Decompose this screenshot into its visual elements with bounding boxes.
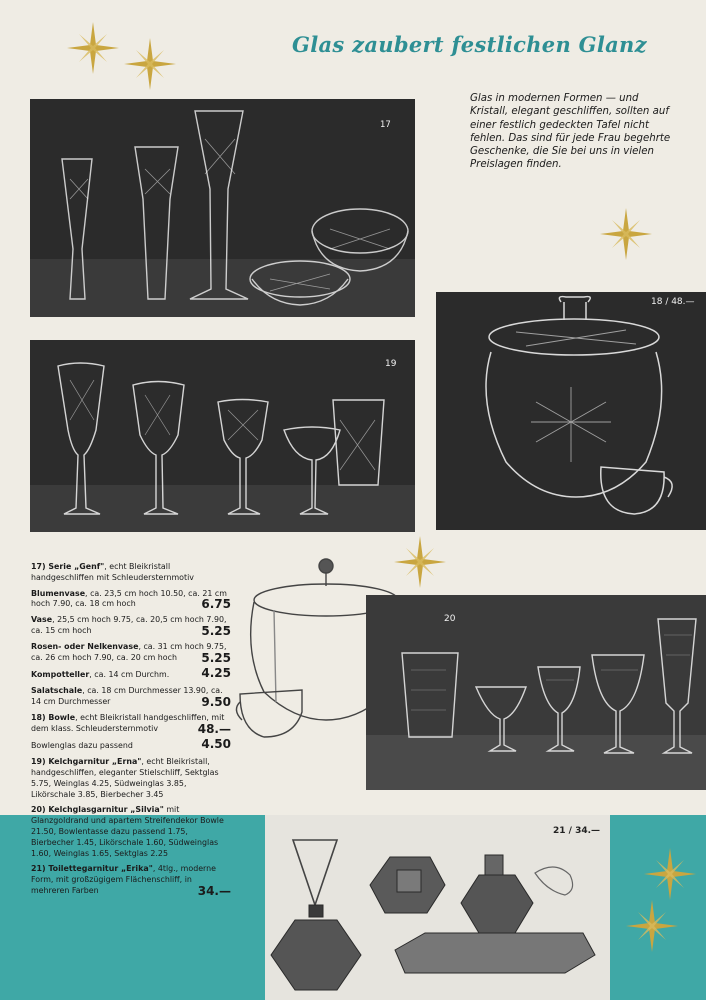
product-specs [31,562,231,902]
star-ornament-icon [642,846,698,902]
price: 9.50 [201,694,231,709]
photo-20-silvia-glasses [366,595,706,790]
price: 5.25 [201,623,231,638]
price: 6.75 [201,597,231,612]
price: 48.— [197,721,231,736]
star-ornament-icon [624,898,680,954]
star-ornament-icon [122,36,178,92]
spec-salatschale: Salatschale, ca. 18 cm Durchmesser 13.90, ca. 14 cm Durchmesser 9.50 [31,686,231,709]
star-ornament-icon [65,20,121,76]
spec-blumenvase: Blumenvase, ca. 23,5 cm hoch 10.50, ca. 21 cm hoch 7.90, ca. 18 cm hoch 6.75 [31,588,231,612]
spec-vase: Vase, 25,5 cm hoch 9.75, ca. 20,5 cm hoch 7.90, ca. 15 cm hoch 5.25 [31,615,231,638]
spec-rosenvase: Rosen- oder Nelkenvase, ca. 31 cm hoch 9.75, ca. 26 cm hoch 7.90, ca. 20 cm hoch 5.25 [31,641,231,665]
price: 34.— [197,883,231,898]
spec-bowlenglas: Bowlenglas dazu passend 4.50 [31,737,231,752]
photo-number-18: 18 / 48.— [651,297,695,307]
photo-number-21: 21 / 34.— [553,826,601,836]
photo-18-bowle [436,292,706,530]
intro-text: Glas in modernen Formen — und Kristall, elegant geschliffen, sollten auf einer festlich gedeckten Tafel nicht fehlen. Das sind für jede Frau begehrte Geschenke, die Sie bei uns in vielen Preislagen finden. [470,93,671,171]
price: 4.25 [201,666,231,681]
spec-18-bowle: 18) Bowle, echt Bleikristall handgeschliffen, mit dem klass. Schleudersternmotiv 48.— [31,712,231,736]
price: 5.25 [201,650,231,665]
star-ornament-icon [598,206,654,262]
page-title: Glas zaubert festlichen Glanz [292,32,647,57]
spec-19-erna: 19) Kelchgarnitur „Erna", echt Bleikristall, handgeschliffen, eleganter Stielschliff, Sektglas 5.75, Weinglas 4.25, Südweinglas 3.85, Likörschale 3.85, Bierbecher 3.45 [31,757,219,799]
spec-17-header: 17) Serie „Genf", echt Bleikristall handgeschliffen mit Schleudersternmotiv [31,562,194,582]
photo-number-17: 17 [380,120,391,130]
photo-number-20: 20 [444,614,456,624]
spec-20-silvia: 20) Kelchglasgarnitur „Silvia" mit Glanzgoldrand und apartem Streifendekor Bowle 21.50, Bowlentasse dazu passend 1.75, Bierbecher 1.45, Likörschale 1.60, Südweinglas 1.60, Weinglas 1.65, Sektglas 2.25 [31,805,224,858]
price: 4.50 [201,737,231,752]
photo-21-toilet-set [265,815,610,1000]
spec-21-erika: 21) Toilettegarnitur „Erika", 4tlg., moderne Form, mit großzügigem Flächenschliff, in mehreren Farben 34.— [31,864,231,898]
photo-19-stemware [30,340,415,532]
photo-17-crystal-vases [30,99,415,317]
spec-kompotteller: Kompotteller, ca. 14 cm Durchm. 4.25 [31,666,231,681]
photo-number-19: 19 [385,359,397,369]
